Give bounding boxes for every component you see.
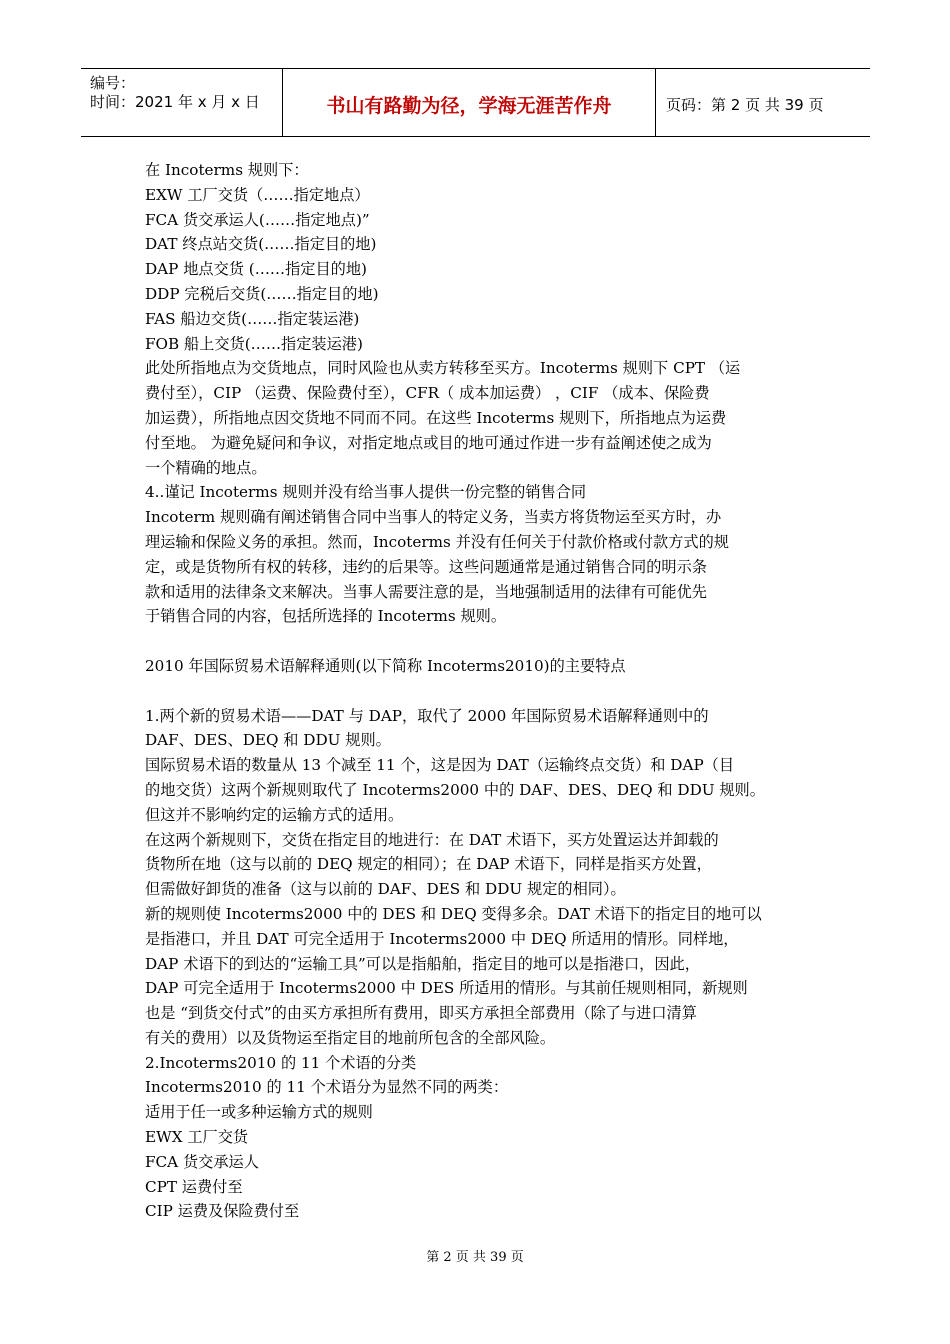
text-line: 有关的费用）以及货物运至指定目的地前所包含的全部风险。 bbox=[145, 1028, 556, 1047]
text-line: 此处所指地点为交货地点，同时风险也从卖方转移至买方。Incoterms 规则下 CPT （运 bbox=[145, 359, 741, 378]
text-line: 新的规则使 Incoterms2000 中的 DES 和 DEQ 变得多余。DAT 术语下的指定目的地可以 bbox=[145, 904, 762, 923]
text-line: 是指港口，并且 DAT 可完全适用于 Incoterms2000 中 DEQ 所适用的情形。同样地， bbox=[145, 929, 739, 948]
text-line: 也是 “到货交付式”的由买方承担所有费用，即买方承担全部费用（除了与进口清算 bbox=[145, 1004, 697, 1023]
text-line: 在这两个新规则下，交货在指定目的地进行：在 DAT 术语下，买方处置运达并卸载的 bbox=[145, 830, 719, 849]
text-line: 适用于任一或多种运输方式的规则 bbox=[145, 1103, 373, 1122]
text-line: DAT 终点站交货(……指定目的地) bbox=[145, 235, 377, 254]
text-line: 2.Incoterms2010 的 11 个术语的分类 bbox=[145, 1053, 417, 1072]
text-line: DDP 完税后交货(……指定目的地) bbox=[145, 284, 379, 303]
text-line: FAS 船边交货(……指定装运港) bbox=[145, 309, 360, 328]
text-line: FCA 货交承运人(……指定地点)” bbox=[145, 210, 370, 229]
text-line: 2010 年国际贸易术语解释通则(以下简称 Incoterms2010)的主要特点 bbox=[145, 656, 626, 675]
page-header bbox=[81, 68, 870, 137]
text-line: 4..谨记 Incoterms 规则并没有给当事人提供一份完整的销售合同 bbox=[145, 483, 587, 502]
text-line: DAP 地点交货 (……指定目的地) bbox=[145, 260, 367, 279]
text-line: EXW 工厂交货（……指定地点） bbox=[145, 185, 370, 204]
text-line: 定，或是货物所有权的转移，违约的后果等。这些问题通常是通过销售合同的明示条 bbox=[145, 557, 707, 576]
page-info: 页码：第 2 页 共 39 页 bbox=[666, 96, 824, 114]
text-line: DAP 可完全适用于 Incoterms2000 中 DES 所适用的情形。与其前任规则相同，新规则 bbox=[145, 979, 748, 998]
header-meta-cell bbox=[81, 69, 283, 136]
blank-line bbox=[145, 679, 807, 704]
motto: 书山有路勤为径，学海无涯苦作舟 bbox=[326, 95, 612, 117]
text-line: 款和适用的法律条文来解决。当事人需要注意的是，当地强制适用的法律有可能优先 bbox=[145, 582, 707, 601]
text-line: CIP 运费及保险费付至 bbox=[145, 1202, 300, 1221]
text-line: DAP 术语下的到达的“运输工具”可以是指船舶，指定目的地可以是指港口，因此， bbox=[145, 954, 700, 973]
text-line: 1.两个新的贸易术语——DAT 与 DAP，取代了 2000 年国际贸易术语解释通则中的 bbox=[145, 706, 709, 725]
text-line: 的地交货）这两个新规则取代了 Incoterms2000 中的 DAF、DES、DEQ 和 DDU 规则。 bbox=[145, 780, 765, 799]
text-line: 但需做好卸货的准备（这与以前的 DAF、DES 和 DDU 规定的相同）。 bbox=[145, 880, 626, 899]
header-motto-cell bbox=[283, 69, 656, 136]
text-line: 国际贸易术语的数量从 13 个减至 11 个，这是因为 DAT（运输终点交货）和 DAP（目 bbox=[145, 756, 735, 775]
text-line: DAF、DES、DEQ 和 DDU 规则。 bbox=[145, 731, 391, 750]
text-line: Incoterms2010 的 11 个术语分为显然不同的两类： bbox=[145, 1078, 509, 1097]
text-line: CPT 运费付至 bbox=[145, 1177, 243, 1196]
text-line: 付至地。 为避免疑问和争议，对指定地点或目的地可通过作进一步有益阐述使之成为 bbox=[145, 433, 712, 452]
text-line: 一个精确的地点。 bbox=[145, 458, 267, 477]
blank-line bbox=[145, 629, 807, 654]
text-line: 在 Incoterms 规则下： bbox=[145, 161, 309, 179]
text-line: FOB 船上交货(……指定装运港) bbox=[145, 334, 363, 353]
text-line: 货物所在地（这与以前的 DEQ 规定的相同）；在 DAP 术语下，同样是指买方处置， bbox=[145, 855, 712, 874]
text-line: 于销售合同的内容，包括所选择的 Incoterms 规则。 bbox=[145, 607, 507, 626]
text-line: Incoterm 规则确有阐述销售合同中当事人的特定义务，当卖方将货物运至买方时，办 bbox=[145, 508, 722, 527]
number-label: 编号： bbox=[90, 74, 136, 92]
time-label: 时间：2021 年 x 月 x 日 bbox=[90, 93, 260, 111]
header-page-cell bbox=[656, 69, 870, 136]
text-line: FCA 货交承运人 bbox=[145, 1152, 259, 1171]
text-line: 理运输和保险义务的承担。然而，Incoterms 并没有任何关于付款价格或付款方式的规 bbox=[145, 532, 729, 551]
text-line: 费付至），CIP （运费、保险费付至），CFR（ 成本加运费） ，CIF （成本、保险费 bbox=[145, 384, 710, 403]
page-footer: 第 2 页 共 39 页 bbox=[426, 1250, 524, 1265]
text-line: 加运费），所指地点因交货地不同而不同。在这些 Incoterms 规则下，所指地点为运费 bbox=[145, 408, 727, 427]
text-line: 但这并不影响约定的运输方式的适用。 bbox=[145, 805, 404, 824]
document-body bbox=[145, 158, 807, 1224]
text-line: EWX 工厂交货 bbox=[145, 1128, 249, 1147]
